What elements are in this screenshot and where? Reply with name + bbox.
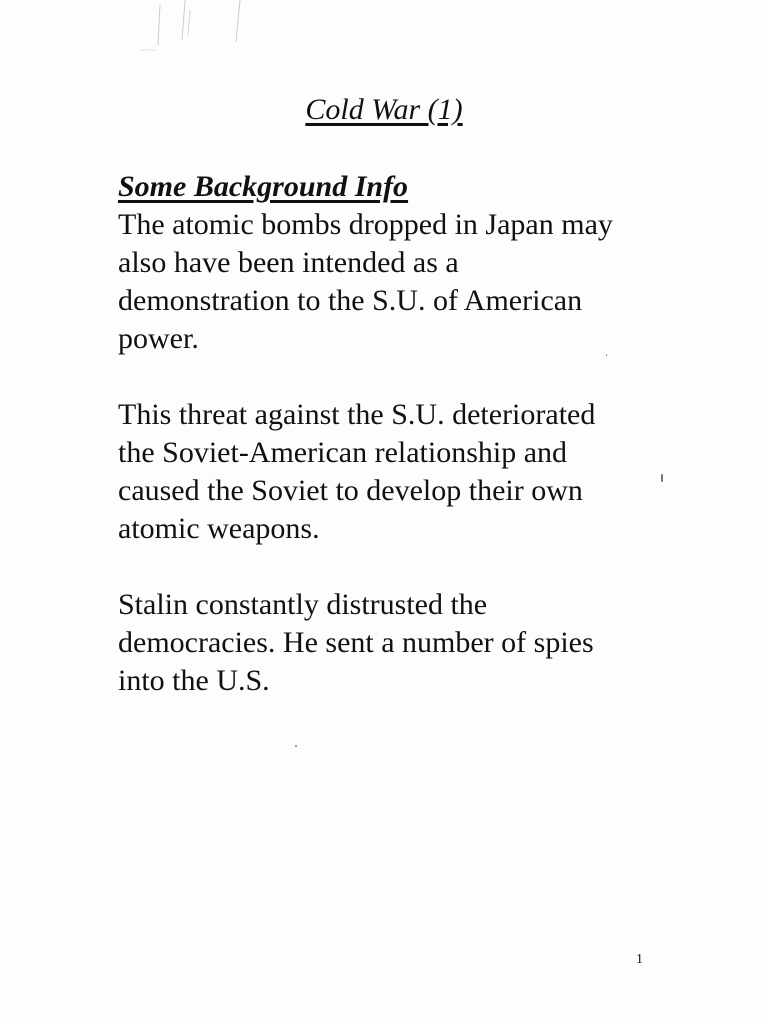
document-body [118, 168, 678, 700]
scan-speck [661, 474, 663, 482]
scan-speck [295, 745, 297, 747]
section-heading: Some Background Info [118, 170, 409, 203]
scan-speck [606, 354, 607, 356]
page-number: 1 [636, 952, 643, 967]
scan-artifact-marks [140, 0, 260, 60]
paragraph-threat: This threat against the S.U. deteriorated the Soviet-American relationship and caused the Soviet to develop their own atomic weapons. [118, 398, 596, 545]
paragraph-stalin: Stalin constantly distrusted the democracies. He sent a number of spies into the U.S. [118, 588, 594, 697]
page-title: Cold War (1) [305, 93, 463, 126]
paragraph-spacer [118, 358, 678, 396]
paragraph-atomic-bombs: The atomic bombs dropped in Japan may also have been intended as a demonstration to the S.U. of American power. [118, 208, 613, 355]
paragraph-spacer [118, 548, 678, 586]
